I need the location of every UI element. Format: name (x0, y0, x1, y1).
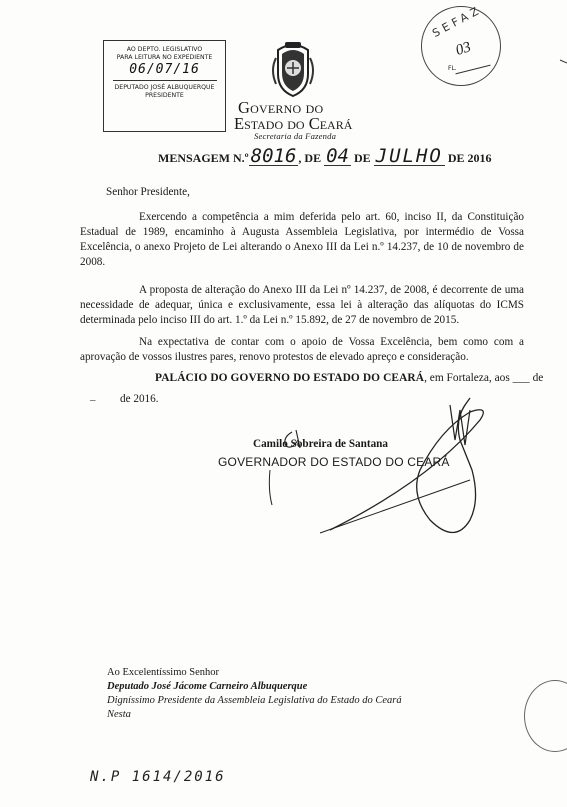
message-de-1: , DE (298, 151, 322, 165)
paragraph-2: A proposta de alteração do Anexo III da Lei nº 14.237, de 2008, é decorrente de uma necessidade de adequar, única e exclusivamente, essa lei à alteração das alíquotas do ICMS determinada pelo inciso III do art. 1.º da Lei n.º 15.892, de 27 de novembro de 2015. (80, 284, 524, 326)
message-day: 04 (326, 145, 349, 167)
message-month: JULHO (375, 145, 443, 167)
palacio-name: PALÁCIO DO GOVERNO DO ESTADO DO CEARÁ (155, 372, 425, 384)
addressee-name: Deputado José Jácome Carneiro Albuquerque (107, 681, 308, 692)
closing-year: de 2016. (120, 393, 159, 405)
message-year: DE 2016 (447, 151, 492, 165)
protocol-number: N.P 1614/2016 (90, 769, 226, 785)
paragraph-3: Na expectativa de contar com o apoio de Vossa Excelência, bem como com a aprovação de vossos ilustres pares, renovo protestos de elevado apreço e consideração. (80, 336, 524, 363)
signatory-name: Camilo Sobreira de Santana (253, 438, 388, 450)
addressee-location: Nesta (107, 709, 131, 720)
message-de-2: DE (353, 151, 371, 165)
stamp-line-2: PARA LEITURA NO EXPEDIENTE (116, 54, 213, 61)
stamp-line-1: AO DEPTO. LEGISLATIVO (126, 46, 203, 53)
sefaz-fl-label: FL. (448, 65, 457, 72)
stamp-line-3: DEPUTADO JOSÉ ALBUQUERQUE (114, 84, 215, 91)
sefaz-page-number: 03 (453, 39, 473, 59)
header-governo: Governo do (238, 98, 324, 117)
addressee-role: Digníssimo Presidente da Assembleia Legislativa do Estado do Ceará (107, 695, 402, 706)
addressee-line-1: Ao Excelentíssimo Senhor (107, 667, 219, 678)
salutation: Senhor Presidente, (106, 186, 190, 198)
header-secretaria: Secretaria da Fazenda (254, 131, 337, 141)
signatory-title: GOVERNADOR DO ESTADO DO CEARÁ (218, 455, 450, 469)
stamp-line-4: PRESIDENTE (145, 92, 184, 99)
message-number: 8016 (250, 145, 297, 167)
paragraph-1: Exercendo a competência a mim deferida pelo art. 60, inciso II, da Constituição Estadual de 1989, encaminho à Augusta Assembleia Legislativa, por intermédio de Vossa Excelência, o anexo Projeto de Lei alterando o Anexo III da Lei n.º 14.237, de 10 de novembro de 2008. (80, 211, 524, 268)
sefaz-word: SEFAZ (430, 3, 485, 40)
stamp-date: 06/07/16 (129, 62, 200, 77)
header-estado: Estado do Ceará (234, 114, 353, 133)
message-prefix: MENSAGEM N.º (158, 151, 249, 165)
palacio-date-text: , em Fortaleza, aos ___ de (424, 372, 544, 384)
margin-dash: – (90, 394, 96, 406)
